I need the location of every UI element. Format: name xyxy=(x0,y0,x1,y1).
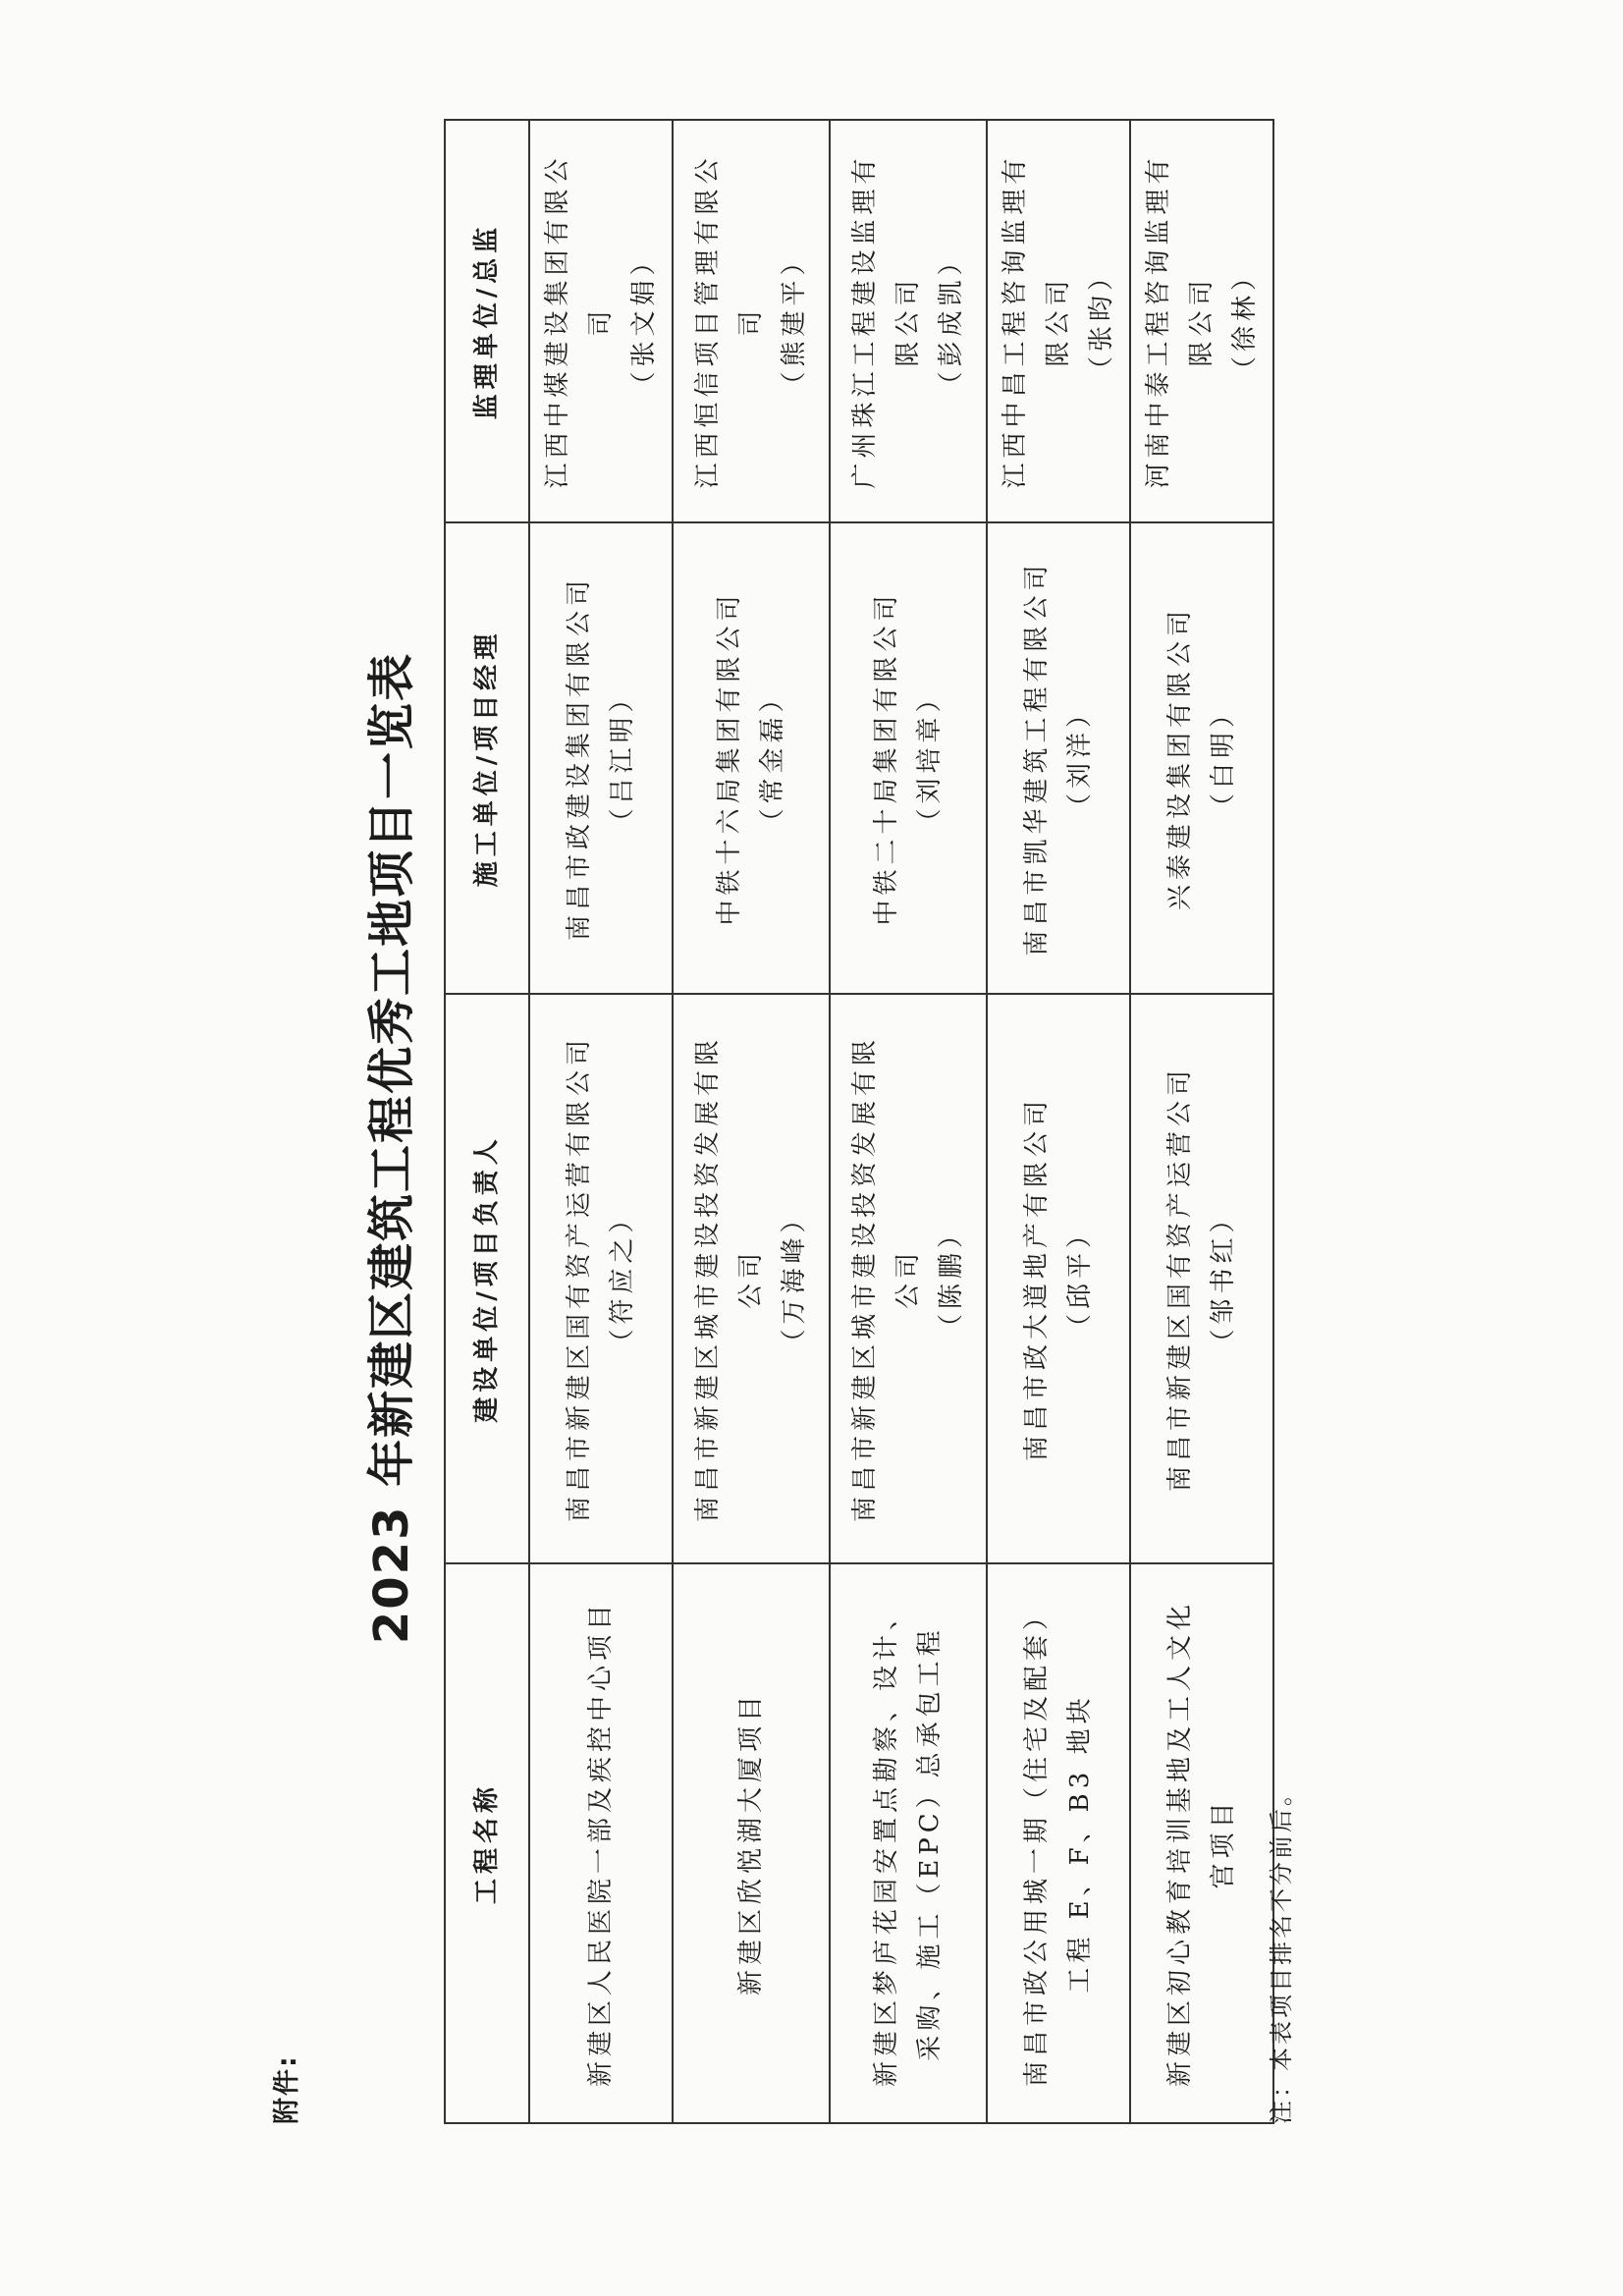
contractor-contact: （刘培章） xyxy=(915,682,945,835)
contractor-contact: （刘洋） xyxy=(1065,697,1095,820)
supervisor-contact: （彭成凯） xyxy=(937,245,966,398)
contractor-name: 中铁二十局集团有限公司 xyxy=(872,590,901,926)
supervisor-name: 河南中泰工程咨询监理有限公司 xyxy=(1144,153,1217,489)
builder-contact: （陈鹏） xyxy=(937,1218,966,1340)
builder-contact: （万海峰） xyxy=(780,1202,809,1355)
contractor-cell xyxy=(1130,522,1273,994)
builder-name: 南昌市新建区城市建设投资发展有限公司 xyxy=(693,1035,766,1523)
supervisor-cell xyxy=(987,120,1130,522)
builder-name: 南昌市新建区国有资产运营公司 xyxy=(1165,1066,1195,1493)
project-table xyxy=(444,119,1274,2124)
supervisor-contact: （张昀） xyxy=(1087,260,1116,383)
header-builder: 建设单位/项目负责人 xyxy=(445,994,529,1563)
project-name-cell: 南昌市政公用城一期（住宅及配套）工程 E、F、B3 地块 xyxy=(987,1563,1130,2123)
builder-contact: （邱平） xyxy=(1065,1218,1095,1340)
builder-name: 南昌市新建区城市建设投资发展有限公司 xyxy=(850,1035,923,1523)
table-row xyxy=(1130,120,1273,2123)
project-name-cell: 新建区初心教育培训基地及工人文化宫项目 xyxy=(1130,1563,1273,2123)
supervisor-cell xyxy=(529,120,673,522)
header-supervisor: 监理单位/总监 xyxy=(445,120,529,522)
builder-cell xyxy=(987,994,1130,1563)
table-note: 注：本表项目排名不分前后。 xyxy=(1268,1779,1295,2124)
table-row xyxy=(987,120,1130,2123)
contractor-cell xyxy=(673,522,830,994)
supervisor-name: 广州珠江工程建设监理有限公司 xyxy=(850,153,923,489)
contractor-contact: （白明） xyxy=(1209,697,1238,820)
header-project-name: 工程名称 xyxy=(445,1563,529,2123)
supervisor-contact: （张文娟） xyxy=(629,245,659,398)
builder-cell xyxy=(830,994,987,1563)
supervisor-cell xyxy=(673,120,830,522)
contractor-cell xyxy=(830,522,987,994)
contractor-cell xyxy=(987,522,1130,994)
table-row xyxy=(529,120,673,2123)
page-title: 2023 年新建区建筑工程优秀工地项目一览表 xyxy=(364,651,419,1645)
builder-name: 南昌市新建区国有资产运营有限公司 xyxy=(565,1035,594,1523)
project-name-cell: 新建区欣悦湖大厦项目 xyxy=(673,1563,830,2123)
supervisor-cell xyxy=(830,120,987,522)
table-row xyxy=(830,120,987,2123)
contractor-contact: （吕江明） xyxy=(608,682,637,835)
builder-name: 南昌市政大道地产有限公司 xyxy=(1022,1096,1052,1462)
builder-cell xyxy=(1130,994,1273,1563)
supervisor-name: 江西中煤建设集团有限公司 xyxy=(543,153,616,489)
supervisor-name: 江西恒信项目管理有限公司 xyxy=(693,153,766,489)
project-name-cell: 新建区人民医院一部及疾控中心项目 xyxy=(529,1563,673,2123)
builder-contact: （符应之） xyxy=(608,1202,637,1355)
contractor-name: 南昌市政建设集团有限公司 xyxy=(565,575,594,942)
supervisor-contact: （熊建平） xyxy=(780,245,809,398)
table-header-row xyxy=(445,120,529,2123)
supervisor-contact: （徐林） xyxy=(1230,260,1260,383)
contractor-cell xyxy=(529,522,673,994)
builder-cell xyxy=(673,994,830,1563)
table-row xyxy=(673,120,830,2123)
attachment-label: 附件: xyxy=(272,2054,302,2124)
header-contractor: 施工单位/项目经理 xyxy=(445,522,529,994)
contractor-contact: （常金磊） xyxy=(758,682,787,835)
supervisor-name: 江西中昌工程咨询监理有限公司 xyxy=(1001,153,1073,489)
builder-contact: （邹书红） xyxy=(1209,1202,1238,1355)
contractor-name: 南昌市凯华建筑工程有限公司 xyxy=(1022,560,1052,957)
contractor-name: 兴泰建设集团有限公司 xyxy=(1165,606,1195,911)
project-name-cell: 新建区梦庐花园安置点勘察、设计、采购、施工（EPC）总承包工程 xyxy=(830,1563,987,2123)
builder-cell xyxy=(529,994,673,1563)
supervisor-cell xyxy=(1130,120,1273,522)
contractor-name: 中铁十六局集团有限公司 xyxy=(715,590,744,926)
